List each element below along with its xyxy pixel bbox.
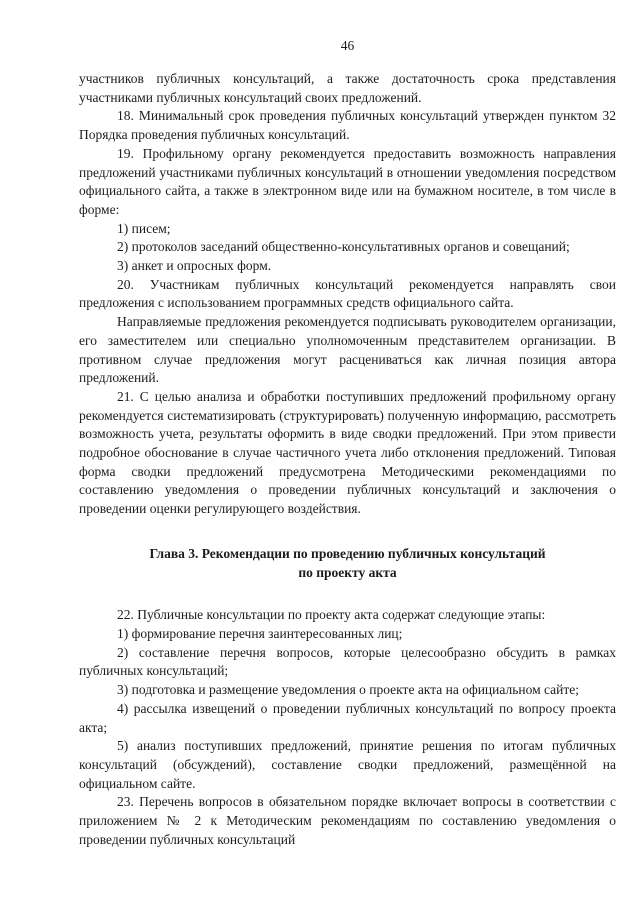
page-number: 46 xyxy=(340,38,355,53)
paragraph-item-22: 22. Публичные консультации по проекту акта содержат следующие этапы: xyxy=(117,607,546,623)
paragraph-item-18: 18. Минимальный срок проведения публичных консультаций утвержден пунктом 32 Порядка проведения публичных консультаций. xyxy=(79,108,616,143)
list-item-letters: 1) писем; xyxy=(117,220,171,236)
paragraph-item-21: 21. С целью анализа и обработки поступивших предложений профильному органу рекомендуется систематизировать (структурировать) полученную информацию, рассмотреть возможность учета, результаты оформить в виде сводки предложений. При этом привести подробное обоснование в случае частичного учета либо отклонения предложений. Типовая форма сводки предложений предусмотрена Методическими рекомендациями по составлению уведомления о проведении публичных консультаций и заключения о проведении оценки регулирующего воздействия. xyxy=(79,388,616,517)
stage-item-3: 3) подготовка и размещение уведомления о проекте акта на официальном сайте; xyxy=(117,682,580,698)
chapter-heading xyxy=(79,545,616,582)
chapter-heading-line-2: по проекту акта xyxy=(298,564,397,580)
paragraph-item-19: 19. Профильному органу рекомендуется предоставить возможность направления предложений участниками публичных консультаций в отношении уведомления посредством официального сайта, а также в электронном виде или на бумажном носителе, в том числе в форме: xyxy=(79,145,616,217)
stage-item-2: 2) составление перечня вопросов, которые целесообразно обсудить в рамках публичных консультаций; xyxy=(79,644,616,679)
paragraph-signing: Направляемые предложения рекомендуется подписывать руководителем организации, его заместителем или специально уполномоченным представителем организации. В противном случае предложения могут расцениваться как личная позиция автора предложений. xyxy=(79,314,616,386)
bottom-section xyxy=(79,606,616,849)
stage-item-4: 4) рассылка извещений о проведении публичных консультаций по вопросу проекта акта; xyxy=(79,700,616,735)
stage-item-5: 5) анализ поступивших предложений, принятие решения по итогам публичных консультаций (обсуждений), составление сводки предложений, размещённой на официальном сайте. xyxy=(79,738,616,791)
list-item-protocols: 2) протоколов заседаний общественно-консультативных органов и совещаний; xyxy=(117,239,570,255)
top-section xyxy=(79,70,616,519)
paragraph-item-20: 20. Участникам публичных консультаций рекомендуется направлять свои предложения с использованием программных средств официального сайта. xyxy=(79,276,616,311)
chapter-heading-line-1: Глава 3. Рекомендации по проведению публичных консультаций xyxy=(149,545,546,561)
paragraph-item-23: 23. Перечень вопросов в обязательном порядке включает вопросы в соответствии с приложением № 2 к Методическим рекомендациям по составлению уведомления о проведении публичных консультаций xyxy=(79,794,616,847)
stage-item-1: 1) формирование перечня заинтересованных лиц; xyxy=(117,625,403,641)
paragraph: участников публичных консультаций, а также достаточность срока представления участниками публичных консультаций своих предложений. xyxy=(79,71,616,105)
list-item-forms: 3) анкет и опросных форм. xyxy=(117,258,272,274)
